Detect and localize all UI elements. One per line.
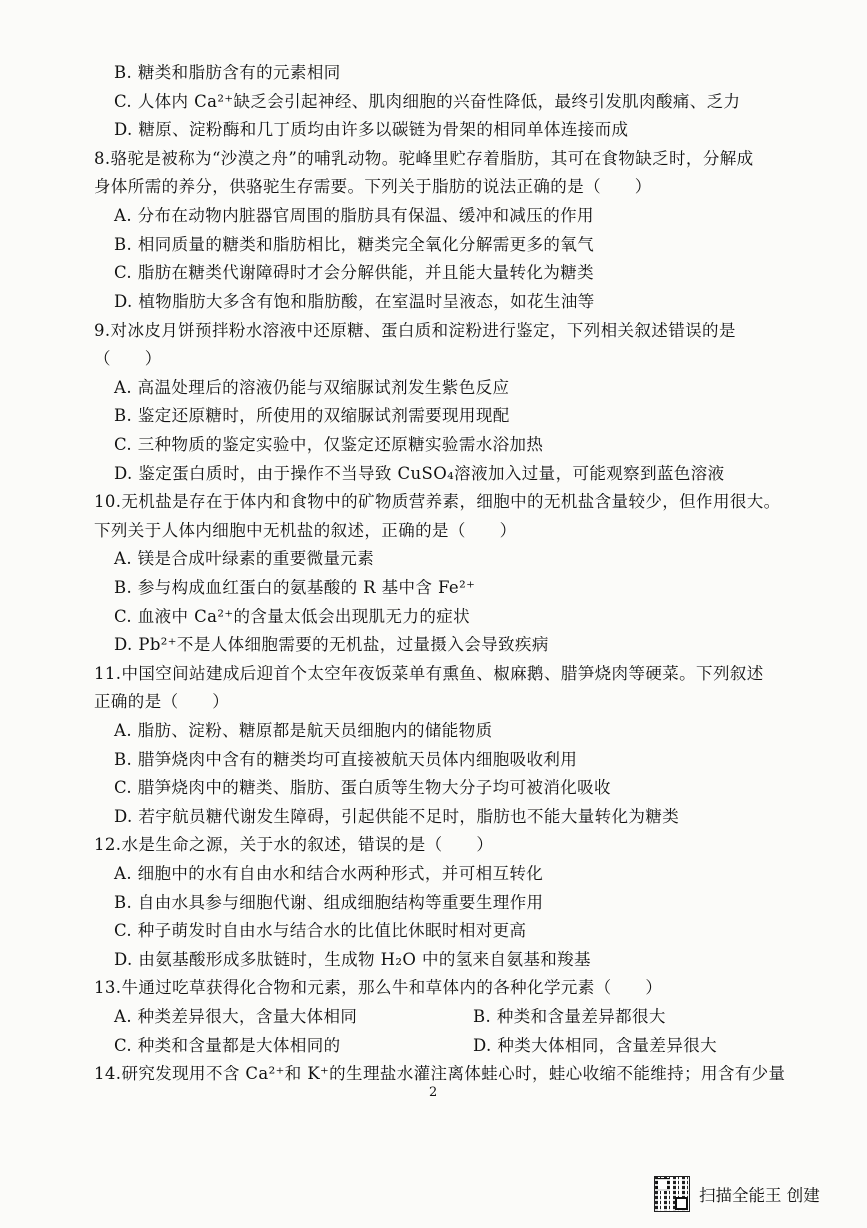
answer-option: D. 由氨基酸形成多肽链时，生成物 H₂O 中的氢来自氨基和羧基 [114, 950, 591, 969]
question-text: 身体所需的养分，供骆驼生存需要。下列关于脂肪的说法正确的是（ ） [94, 177, 652, 196]
answer-option: D. 植物脂肪大多含有饱和脂肪酸，在室温时呈液态，如花生油等 [114, 292, 595, 311]
answer-option: A. 高温处理后的溶液仍能与双缩脲试剂发生紫色反应 [114, 378, 510, 397]
answer-option: B. 腊笋烧肉中含有的糖类均可直接被航天员体内细胞吸收利用 [114, 750, 578, 769]
answer-option: A. 细胞中的水有自由水和结合水两种形式，并可相互转化 [114, 864, 544, 883]
answer-option: B. 鉴定还原糖时，所使用的双缩脲试剂需要现用现配 [114, 406, 510, 425]
answer-option: C. 脂肪在糖类代谢障碍时才会分解供能，并且能大量转化为糖类 [114, 263, 595, 282]
answer-option: B. 种类和含量差异都很大 [473, 1007, 666, 1026]
question-text: 10.无机盐是存在于体内和食物中的矿物质营养素，细胞中的无机盐含量较少，但作用很大。 [94, 492, 781, 511]
answer-option: C. 腊笋烧肉中的糖类、脂肪、蛋白质等生物大分子均可被消化吸收 [114, 778, 611, 797]
answer-option: D. 若宇航员糖代谢发生障碍，引起供能不足时，脂肪也不能大量转化为糖类 [114, 807, 680, 826]
answer-option: D. 种类大体相同，含量差异很大 [473, 1036, 718, 1055]
answer-option: B. 自由水具参与细胞代谢、组成细胞结构等重要生理作用 [114, 893, 544, 912]
answer-option: A. 脂肪、淀粉、糖原都是航天员细胞内的储能物质 [114, 721, 493, 740]
question-text: 下列关于人体内细胞中无机盐的叙述，正确的是（ ） [94, 521, 517, 540]
question-text: 8.骆驼是被称为“沙漠之舟”的哺乳动物。驼峰里贮存着脂肪，其可在食物缺乏时，分解成 [94, 149, 754, 168]
answer-option: D. 糖原、淀粉酶和几丁质均由许多以碳链为骨架的相同单体连接而成 [114, 120, 629, 139]
question-text: （ ） [94, 349, 162, 368]
watermark-text: 扫描全能王 创建 [699, 1186, 820, 1205]
answer-option: B. 相同质量的糖类和脂肪相比，糖类完全氧化分解需更多的氧气 [114, 235, 595, 254]
question-text: 11.中国空间站建成后迎首个太空年夜饭菜单有熏鱼、椒麻鹅、腊笋烧肉等硬菜。下列叙述 [94, 664, 764, 683]
answer-option: C. 种子萌发时自由水与结合水的比值比休眠时相对更高 [114, 921, 527, 940]
answer-option: B. 参与构成血红蛋白的氨基酸的 R 基中含 Fe²⁺ [114, 578, 476, 597]
qr-code-icon [655, 1177, 689, 1211]
page-number: 2 [429, 1085, 438, 1100]
answer-option: A. 种类差异很大，含量大体相同 [114, 1007, 358, 1026]
answer-option: C. 人体内 Ca²⁺缺乏会引起神经、肌肉细胞的兴奋性降低，最终引发肌肉酸痛、乏力 [114, 92, 741, 111]
question-text: 14.研究发现用不含 Ca²⁺和 K⁺的生理盐水灌注离体蛙心时，蛙心收缩不能维持；用含有少量 [94, 1064, 786, 1083]
answer-option: C. 血液中 Ca²⁺的含量太低会出现肌无力的症状 [114, 607, 471, 626]
answer-option: D. Pb²⁺不是人体细胞需要的无机盐，过量摄入会导致疾病 [114, 635, 549, 654]
scanner-watermark [655, 1176, 820, 1212]
question-text: 正确的是（ ） [94, 692, 230, 711]
answer-option: A. 分布在动物内脏器官周围的脂肪具有保温、缓冲和减压的作用 [114, 206, 594, 225]
answer-option: C. 种类和含量都是大体相同的 [114, 1036, 341, 1055]
question-text: 13.牛通过吃草获得化合物和元素，那么牛和草体内的各种化学元素（ ） [94, 978, 663, 997]
question-text: 9.对冰皮月饼预拌粉水溶液中还原糖、蛋白质和淀粉进行鉴定，下列相关叙述错误的是 [94, 321, 736, 340]
answer-option: D. 鉴定蛋白质时，由于操作不当导致 CuSO₄溶液加入过量，可能观察到蓝色溶液 [114, 464, 725, 483]
answer-option: C. 三种物质的鉴定实验中，仅鉴定还原糖实验需水浴加热 [114, 435, 544, 454]
answer-option: A. 镁是合成叶绿素的重要微量元素 [114, 549, 375, 568]
question-text: 12.水是生命之源，关于水的叙述，错误的是（ ） [94, 835, 494, 854]
answer-option: B. 糖类和脂肪含有的元素相同 [114, 63, 341, 82]
